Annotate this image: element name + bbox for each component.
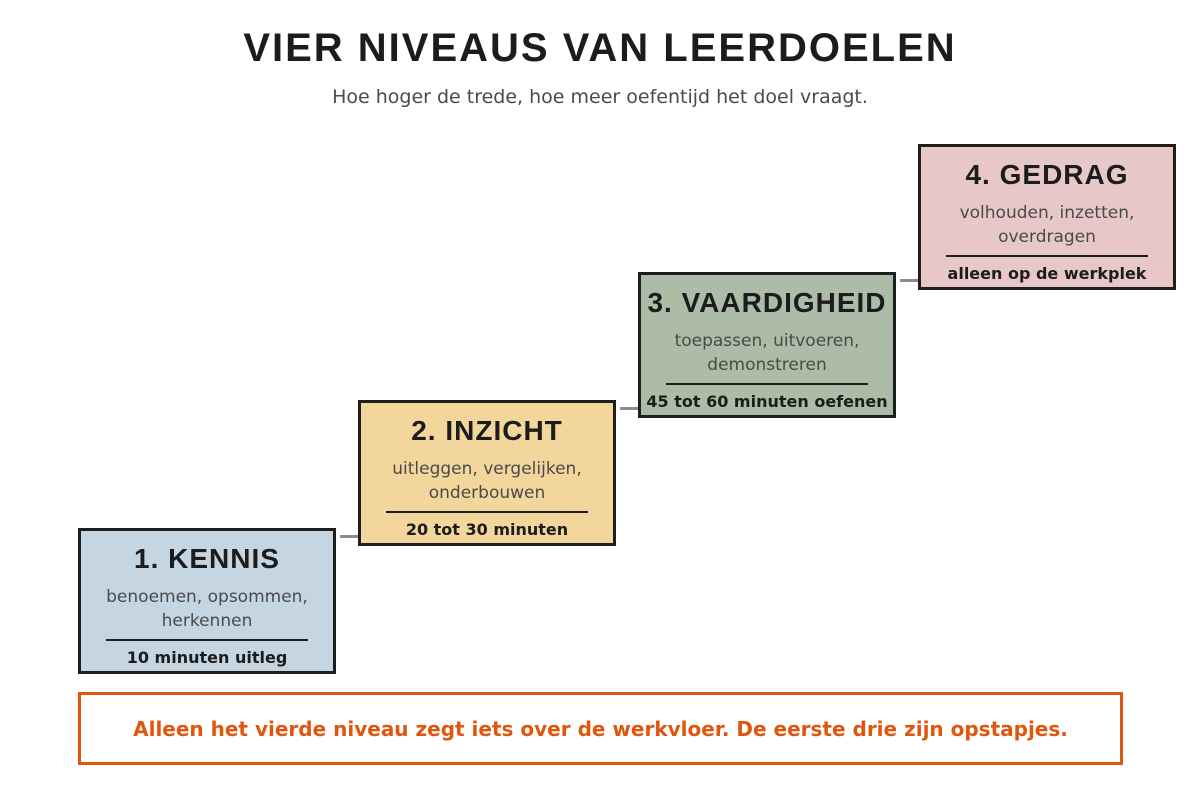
callout-box — [78, 692, 1123, 765]
step-inzicht — [358, 400, 616, 546]
step-divider — [106, 639, 308, 641]
connector-3-4 — [900, 279, 919, 282]
step-time: alleen op de werkplek — [947, 264, 1147, 283]
connector-1-2 — [340, 535, 359, 538]
step-verbs: volhouden, inzetten, overdragen — [959, 203, 1135, 247]
step-divider — [666, 383, 868, 385]
step-vaardigheid — [638, 272, 896, 418]
connector-2-3 — [620, 407, 639, 410]
diagram-subtitle: Hoe hoger de trede, hoe meer oefentijd het doel vraagt. — [332, 86, 868, 108]
step-gedrag — [918, 144, 1176, 290]
step-title: 2. INZICHT — [411, 415, 563, 446]
step-title: 1. KENNIS — [134, 543, 280, 574]
step-verbs: benoemen, opsommen, herkennen — [106, 587, 308, 631]
diagram-title: VIER NIVEAUS VAN LEERDOELEN — [243, 26, 957, 70]
step-title: 4. GEDRAG — [965, 159, 1129, 190]
step-title: 3. VAARDIGHEID — [647, 287, 887, 318]
step-time: 10 minuten uitleg — [126, 648, 288, 667]
step-time: 45 tot 60 minuten oefenen — [646, 392, 888, 411]
step-kennis — [78, 528, 336, 674]
step-verbs: toepassen, uitvoeren, demonstreren — [674, 331, 860, 375]
step-verbs: uitleggen, vergelijken, onderbouwen — [392, 459, 582, 503]
callout-text: Alleen het vierde niveau zegt iets over de werkvloer. De eerste drie zijn opstapjes. — [133, 716, 1068, 741]
step-divider — [946, 255, 1148, 257]
step-divider — [386, 511, 588, 513]
step-time: 20 tot 30 minuten — [405, 520, 569, 539]
